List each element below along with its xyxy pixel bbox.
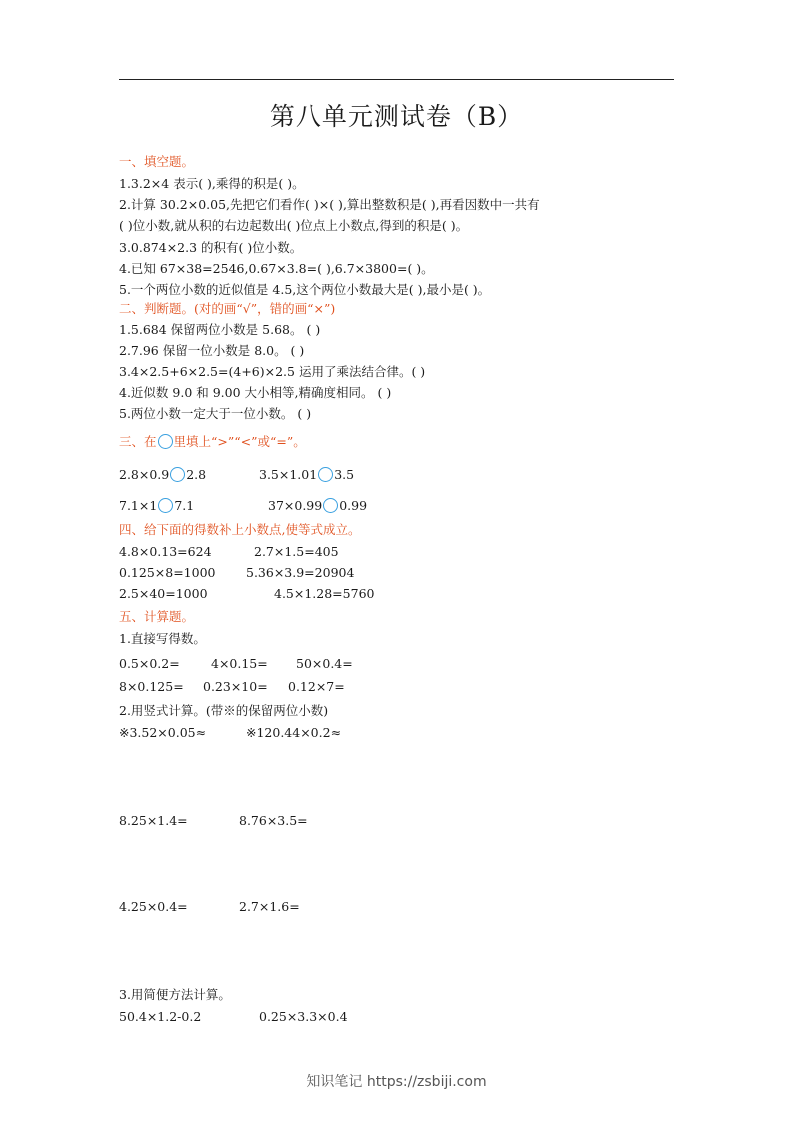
s3-r1c1-right: 2.8 — [186, 467, 207, 482]
s4-r2c2: 5.36×3.9=20904 — [246, 565, 355, 580]
s3-r1c2-right: 3.5 — [334, 467, 355, 482]
section2-heading — [119, 301, 335, 317]
top-rule — [119, 79, 674, 80]
s5-v6: 2.7×1.6= — [239, 899, 300, 914]
section5-heading: 五、计算题。 — [119, 609, 195, 624]
s5-d5: 0.23×10= — [203, 679, 268, 694]
compare-circle[interactable] — [170, 467, 185, 482]
compare-circle[interactable] — [158, 498, 173, 513]
s3-r2c2-left: 37×0.99 — [268, 498, 323, 513]
s2-q5: 5.两位小数一定大于一位小数。 ( ) — [119, 406, 312, 421]
s5-v1: ※3.52×0.05≈ — [119, 725, 207, 740]
s2-q3: 3.4×2.5+6×2.5=(4+6)×2.5 运用了乘法结合律。( ) — [119, 364, 426, 379]
s4-r2c1: 0.125×8=1000 — [119, 565, 216, 580]
s1-q1: 1.3.2×4 表示( ),乘得的积是( )。 — [119, 176, 305, 191]
compare-circle[interactable] — [318, 467, 333, 482]
check-mark-icon: √ — [242, 301, 251, 316]
cross-mark-icon: × — [313, 301, 325, 316]
s5-d1: 0.5×0.2= — [119, 656, 180, 671]
s2-heading-a: 二、判断题。(对的画“ — [119, 301, 243, 316]
s3-row2-col1 — [119, 498, 194, 514]
s2-heading-mid: ”，错的画“ — [250, 301, 314, 316]
s1-q4: 4.已知 67×38=2546,0.67×3.8=( ),6.7×3800=( )。 — [119, 261, 434, 276]
s5-v5: 4.25×0.4= — [119, 899, 188, 914]
s5-s1: 50.4×1.2-0.2 — [119, 1009, 202, 1024]
s4-r3c2: 4.5×1.28=5760 — [274, 586, 375, 601]
s2-q1: 1.5.684 保留两位小数是 5.68。 ( ) — [119, 322, 321, 337]
s3-heading-b: 里填上“>”“<”或“=”。 — [173, 434, 306, 449]
s5-d6: 0.12×7= — [288, 679, 345, 694]
s5-sub2: 2.用竖式计算。(带※的保留两位小数) — [119, 703, 329, 718]
s5-sub3: 3.用简便方法计算。 — [119, 987, 231, 1002]
s3-r2c1-right: 7.1 — [174, 498, 195, 513]
footer-watermark: 知识笔记 https://zsbiji.com — [306, 1074, 487, 1090]
s3-row1-col2 — [259, 467, 354, 483]
s5-sub1: 1.直接写得数。 — [119, 631, 206, 646]
s1-q3: 3.0.874×2.3 的积有( )位小数。 — [119, 240, 303, 255]
s2-q4: 4.近似数 9.0 和 9.00 大小相等,精确度相同。 ( ) — [119, 385, 392, 400]
s1-q2b: ( )位小数,就从积的右边起数出( )位点上小数点,得到的积是( )。 — [119, 218, 469, 233]
s1-q2a: 2.计算 30.2×0.05,先把它们看作( )×( ),算出整数积是( ),再看因数中一共有 — [119, 197, 540, 212]
s2-heading-end: ”) — [324, 301, 336, 316]
s5-d4: 8×0.125= — [119, 679, 184, 694]
s5-d2: 4×0.15= — [211, 656, 268, 671]
section1-heading: 一、填空题。 — [119, 154, 195, 169]
section3-heading — [119, 434, 306, 450]
s3-r1c2-left: 3.5×1.01 — [259, 467, 318, 482]
page-title: 第八单元测试卷（B） — [269, 102, 524, 131]
s2-q2: 2.7.96 保留一位小数是 8.0。 ( ) — [119, 343, 305, 358]
s5-v4: 8.76×3.5= — [239, 813, 308, 828]
compare-circle[interactable] — [323, 498, 338, 513]
s5-s2: 0.25×3.3×0.4 — [259, 1009, 348, 1024]
s3-heading-a: 三、在 — [119, 434, 157, 449]
s3-r2c1-left: 7.1×1 — [119, 498, 158, 513]
s1-q5: 5.一个两位小数的近似值是 4.5,这个两位小数最大是( ),最小是( )。 — [119, 282, 491, 297]
s4-r1c1: 4.8×0.13=624 — [119, 544, 212, 559]
s4-r3c1: 2.5×40=1000 — [119, 586, 208, 601]
s3-row2-col2 — [268, 498, 367, 514]
s3-r1c1-left: 2.8×0.9 — [119, 467, 170, 482]
s3-row1-col1 — [119, 467, 206, 483]
section4-heading: 四、给下面的得数补上小数点,使等式成立。 — [119, 522, 361, 537]
s3-r2c2-right: 0.99 — [339, 498, 368, 513]
s5-d3: 50×0.4= — [296, 656, 353, 671]
s5-v3: 8.25×1.4= — [119, 813, 188, 828]
s5-v2: ※120.44×0.2≈ — [246, 725, 342, 740]
circle-icon — [158, 434, 173, 449]
s4-r1c2: 2.7×1.5=405 — [254, 544, 339, 559]
